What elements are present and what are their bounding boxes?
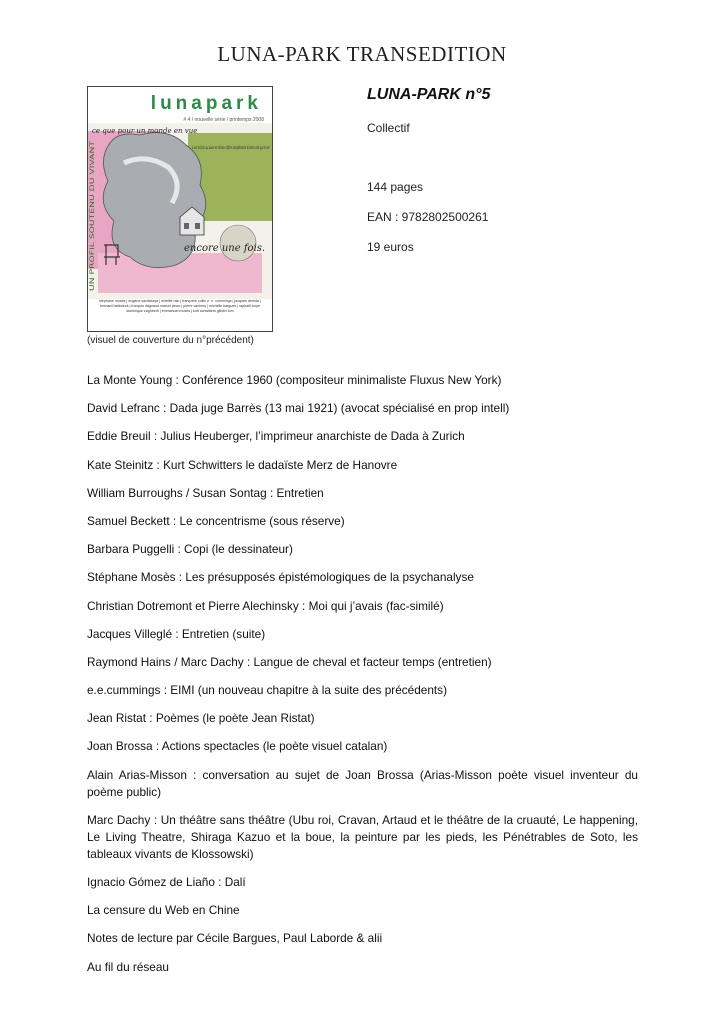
book-pages: 144 pages — [367, 180, 424, 194]
contents-item: Kate Steinitz : Kurt Schwitters le dadaïste Merz de Hanovre — [87, 457, 398, 472]
cover-handwriting-bottom: encore une fois. — [184, 243, 266, 254]
contents-item: Stéphane Mosès : Les présupposés épistémologiques de la psychanalyse — [87, 570, 474, 585]
contents-item: Barbara Puggelli : Copi (le dessinateur) — [87, 542, 293, 557]
contents-item: Jacques Villeglé : Entretien (suite) — [87, 626, 266, 641]
contents-item: Joan Brossa : Actions spectacles (le poète visuel catalan) — [87, 739, 388, 754]
contents-item: e.e.cummings : EIMI (un nouveau chapitre à la suite des précédents) — [87, 683, 447, 698]
contents-item: La Monte Young : Conférence 1960 (compositeur minimaliste Fluxus New York) — [87, 373, 502, 387]
contents-item: William Burroughs / Susan Sontag : Entretien — [87, 485, 324, 500]
contents-list — [87, 372, 638, 987]
cover-caption: (visuel de couverture du n°précédent) — [87, 335, 254, 346]
cover-issue-line: # 4 / nouvelle série / printemps 2008 — [183, 117, 264, 123]
contents-item: Notes de lecture par Cécile Bargues, Paul Laborde & alii — [87, 931, 383, 946]
contents-item: Ignacio Gómez de Liaño : Dalí — [87, 875, 246, 889]
book-ean: EAN : 9782802500261 — [367, 210, 489, 224]
contents-item: David Lefranc : Dada juge Barrès (13 mai 1921) (avocat spécialisé en prop intell) — [87, 401, 510, 416]
cover-handwriting-right: à voir et faire qui sauve en chinois chiffres complètement d'autres vont que le voir — [192, 145, 402, 151]
book-title: LUNA-PARK n°5 — [367, 86, 491, 103]
contents-item: Christian Dotremont et Pierre Alechinsky : Moi qui j’avais (fac-similé) — [87, 598, 444, 613]
contents-item: Jean Ristat : Poèmes (le poète Jean Ristat) — [87, 711, 315, 726]
cover-handwriting-top: ce que pour un monde en vue — [92, 127, 198, 135]
cover-handwriting-left: UN PROFIL SOUTENU DU VIVANT — [89, 193, 96, 291]
page-title: LUNA-PARK TRANSEDITION — [217, 42, 507, 66]
contents-item: Samuel Beckett : Le concentrisme (sous réserve) — [87, 513, 345, 528]
contents-item: Eddie Breuil : Julius Heuberger, l’imprimeur anarchiste de Dada à Zurich — [87, 429, 465, 444]
contents-item: Marc Dachy : Un théâtre sans théâtre (Ubu roi, Cravan, Artaud et le théâtre de la cruauté, Le happening, Le Living Theatre, Shiraga Kazuo et la boue, la peinture par les pieds, les Pénétrables de Soto, les tableaux vivants de Klossowski) — [87, 812, 638, 861]
contents-item: La censure du Web en Chine — [87, 903, 240, 918]
cover-credits: stéphane mosès | eugène savitzkaya | mireille rain | françoise collin e. e. cummings | jacques derrida | bernard heidsieck | françois dagnaud marcel janco | pierre vankery | michelle bargues | raphaël boyé dominique zaghberti | emmanuel mosès | kurt schwitters gilbert tom — [99, 299, 261, 313]
cover-brand: lunapark — [150, 93, 262, 114]
contents-item: Au fil du réseau — [87, 959, 169, 974]
book-author: Collectif — [367, 121, 410, 135]
book-price: 19 euros — [367, 240, 414, 254]
contents-item: Alain Arias-Misson : conversation au sujet de Joan Brossa (Arias-Misson poète visuel inventeur du poème public) — [87, 767, 638, 799]
contents-item: Raymond Hains / Marc Dachy : Langue de cheval et facteur temps (entretien) — [87, 654, 492, 669]
